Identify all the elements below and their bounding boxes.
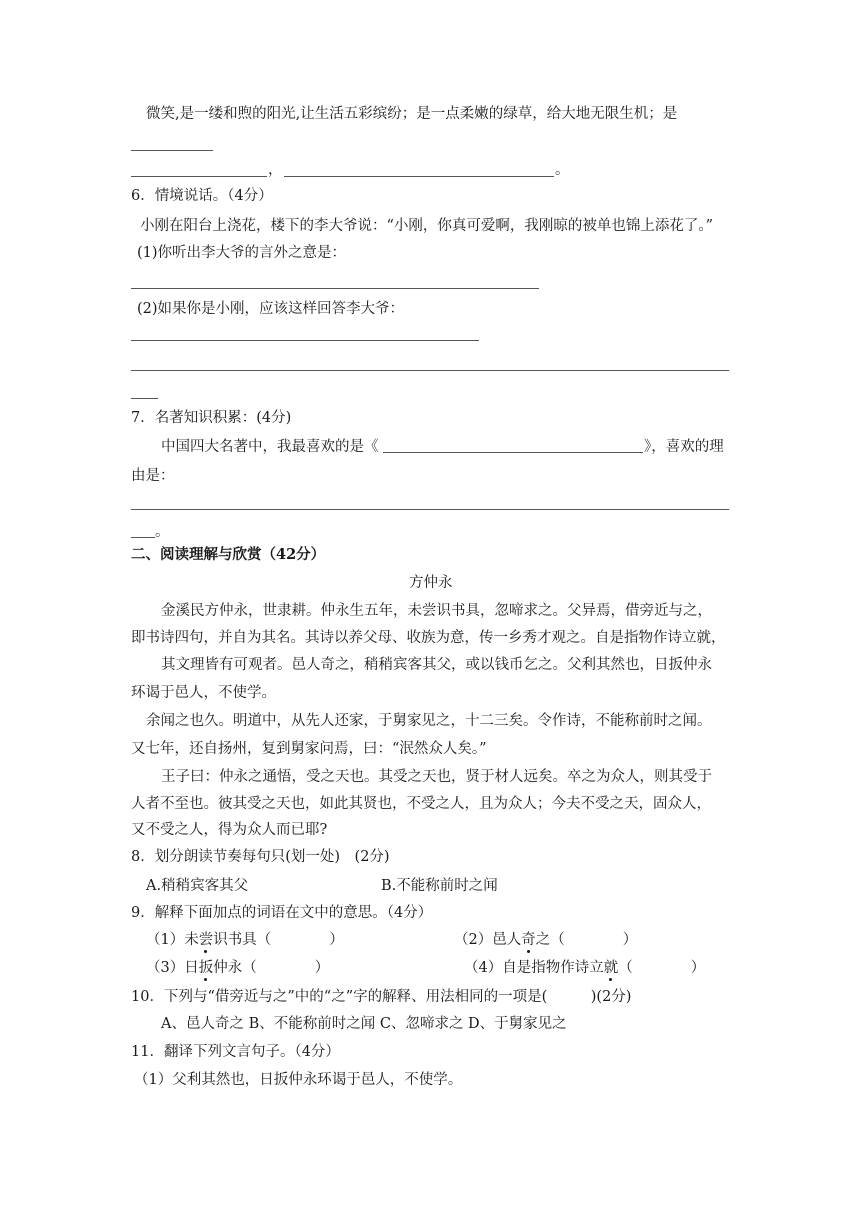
q9-item-4-pre: （4）自是指物作诗立 — [464, 960, 604, 976]
q9-item-2-post: 之（ ） — [535, 932, 638, 948]
q6-title: 6．情境说话。（4分） — [131, 188, 273, 204]
dotted-word: 扳 — [199, 960, 214, 976]
q9-item-3 — [146, 958, 329, 978]
article-paragraph-line: 环谒于邑人，不使学。 — [131, 685, 276, 701]
answer-blank-line — [131, 537, 155, 538]
q9-item-3-pre: （3）日 — [146, 960, 199, 976]
q7-text-start: 中国四大名著中，我最喜欢的是《 — [161, 439, 379, 455]
answer-blank-line — [383, 452, 643, 453]
q8-option-b: B.不能称前时之闻 — [381, 878, 498, 894]
q9-item-4 — [464, 958, 705, 978]
q7-text-reason: 由是： — [131, 468, 175, 484]
comma-text: ， — [268, 162, 283, 178]
q10-title: 10．下列与“借旁近与之”中的“之”字的解释、用法相同的一项是( )(2分) — [131, 989, 632, 1005]
dotted-word: 就 — [604, 960, 619, 976]
q11-title: 11．翻译下列文言句子。（4分） — [131, 1044, 340, 1060]
q6-context: 小刚在阳台上浇花，楼下的李大爷说：“小刚，你真可爱啊，我刚晾的被单也锦上添花了。” — [140, 218, 714, 234]
q7-period: 。 — [155, 524, 170, 540]
q9-item-2 — [454, 930, 637, 950]
dotted-word: 奇 — [521, 932, 536, 948]
article-paragraph-line: 王子曰：仲永之通悟，受之天也。其受之天也，贤于材人远矣。卒之为众人，则其受于 — [161, 769, 712, 785]
q9-item-1 — [146, 930, 344, 950]
q11-sentence-1: （1）父利其然也，日扳仲永环谒于邑人，不使学。 — [134, 1072, 463, 1088]
q5-sentence-line: 微笑,是一缕和煦的阳光,让生活五彩缤纷；是一点柔嫩的绿草，给大地无限生机；是 — [146, 106, 678, 122]
article-paragraph-line: 余闻之也久。明道中，从先人还家，于舅家见之，十二三矣。令作诗，不能称前时之闻。 — [146, 713, 712, 729]
q8-title: 8．划分朗读节奏每句只(划一处) (2分) — [131, 849, 390, 865]
article-paragraph-line: 其文理皆有可观者。邑人奇之，稍稍宾客其父，或以钱币乞之。父利其然也，日扳仲永 — [161, 657, 712, 673]
answer-blank-line — [131, 150, 213, 151]
q7-title: 7．名著知识积累：(4分) — [131, 410, 292, 426]
answer-blank-line — [131, 176, 267, 177]
answer-blank-line — [131, 509, 729, 510]
answer-blank-line — [131, 288, 539, 289]
q9-title: 9．解释下面加点的词语在文中的意思。（4分） — [131, 905, 433, 921]
q8-option-a: A.稍稍宾客其父 — [146, 878, 249, 894]
q9-item-1-pre: （1）未 — [146, 932, 199, 948]
q6-part1: (1)你听出李大爷的言外之意是： — [137, 245, 347, 261]
article-paragraph-line: 金溪民方仲永，世隶耕。仲永生五年，未尝识书具，忽啼求之。父异焉，借旁近与之， — [161, 603, 712, 619]
answer-blank-line — [284, 176, 554, 177]
article-paragraph-line: 人者不至也。彼其受之天也，如此其贤也，不受之人，且为众人；今夫不受之天，固众人， — [131, 796, 711, 812]
dotted-word: 尝 — [199, 932, 214, 948]
section-two-heading: 二、阅读理解与欣赏（42分） — [131, 546, 326, 563]
article-paragraph-line: 即书诗四句，并自为其名。其诗以养父母、收族为意，传一乡秀才观之。自是指物作诗立就， — [131, 630, 726, 646]
answer-blank-line — [131, 340, 479, 341]
q6-part2: (2)如果你是小刚，应该这样回答李大爷： — [137, 301, 405, 317]
q9-item-3-post: 仲永（ ） — [213, 960, 330, 976]
q9-item-1-post: 识书具（ ） — [213, 932, 344, 948]
q10-options: A、邑人奇之 B、不能称前时之闻 C、忽啼求之 D、于舅家见之 — [161, 1016, 567, 1032]
period-text: 。 — [555, 162, 570, 178]
article-paragraph-line: 又不受之人，得为众人而已耶? — [131, 822, 328, 838]
answer-blank-line — [131, 398, 158, 399]
q9-item-2-pre: （2）邑人 — [454, 932, 522, 948]
q7-text-end: 》，喜欢的理 — [644, 439, 724, 455]
article-title: 方仲永 — [409, 575, 453, 591]
answer-blank-line — [131, 370, 729, 371]
q9-item-4-post: （ ） — [618, 960, 706, 976]
article-paragraph-line: 又七年，还自扬州，复到舅家问焉，曰：“泯然众人矣。” — [131, 741, 487, 757]
